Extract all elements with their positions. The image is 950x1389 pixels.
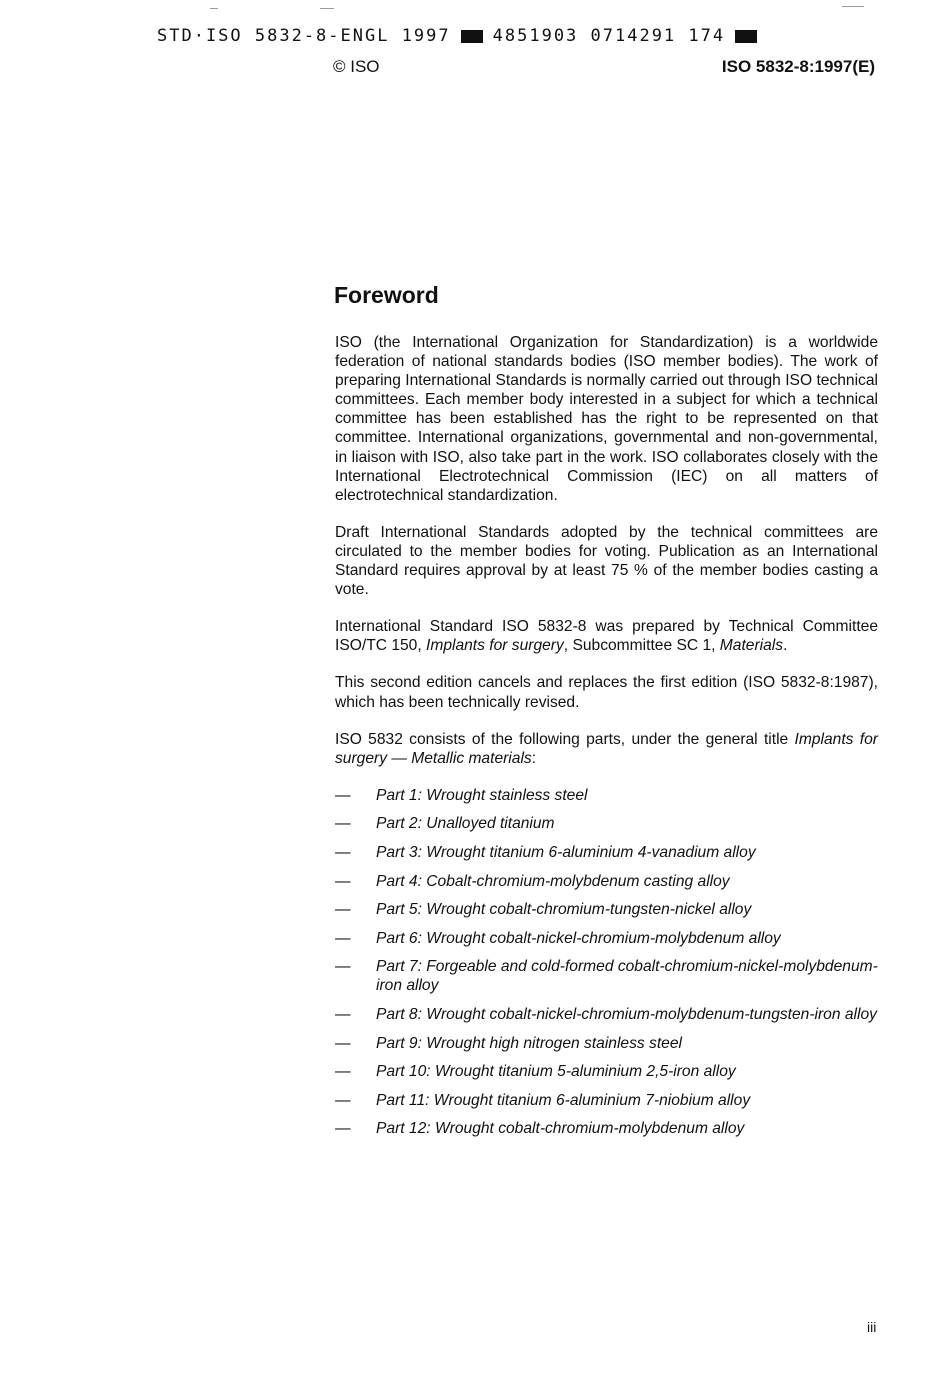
list-item xyxy=(335,929,878,948)
dash-bullet: — xyxy=(335,1091,351,1109)
dash-bullet: — xyxy=(335,1006,351,1024)
list-item-text: Part 11: Wrought titanium 6-aluminium 7-niobium alloy xyxy=(376,1091,751,1109)
dash-bullet: — xyxy=(335,1063,351,1081)
dash-bullet: — xyxy=(335,929,351,947)
list-item-text: Part 3: Wrought titanium 6-aluminium 4-vanadium alloy xyxy=(376,843,756,861)
dash-bullet: — xyxy=(335,843,351,861)
list-item xyxy=(335,814,878,833)
standard-number: ISO 5832-8:1997(E) xyxy=(721,57,875,76)
list-item xyxy=(335,1062,878,1081)
list-item-text: Part 6: Wrought cobalt-nickel-chromium-molybdenum alloy xyxy=(376,929,781,947)
list-item-text: Part 7: Forgeable and cold-formed cobalt-chromium-nickel-molybdenum-iron alloy xyxy=(376,958,878,995)
paragraph-text: ISO 5832 consists of the following parts, under the general title xyxy=(335,730,795,748)
catalog-stamp xyxy=(157,26,767,46)
list-item-text: Part 10: Wrought titanium 5-aluminium 2,5-iron alloy xyxy=(376,1063,736,1081)
paragraph-text: : xyxy=(531,749,537,767)
dash-bullet: — xyxy=(335,1120,351,1138)
dash-bullet: — xyxy=(335,872,351,890)
list-item-text: Part 5: Wrought cobalt-chromium-tungsten-nickel alloy xyxy=(376,901,752,919)
dash-bullet: — xyxy=(335,786,351,804)
page-number: iii xyxy=(867,1319,877,1335)
committee-title: Implants for surgery xyxy=(426,637,564,655)
list-item-text: Part 4: Cobalt-chromium-molybdenum casting alloy xyxy=(376,872,730,890)
list-item xyxy=(335,872,878,891)
list-item xyxy=(335,1005,878,1024)
list-item xyxy=(335,786,878,805)
stamp-block-mark xyxy=(735,30,757,43)
paragraph-text: . xyxy=(783,637,788,655)
list-item xyxy=(335,1091,878,1110)
scan-speck xyxy=(320,8,334,9)
list-item-text: Part 9: Wrought high nitrogen stainless steel xyxy=(376,1034,682,1052)
paragraph: Draft International Standards adopted by the technical committees are circulated to the member bodies for voting. Publication as an International Standard requires approval by at least 75 % of the member bodies casting a vote. xyxy=(335,523,878,599)
list-item xyxy=(335,957,878,995)
subcommittee-title: Materials xyxy=(719,637,784,655)
paragraph xyxy=(335,617,878,655)
stamp-block-mark xyxy=(461,30,483,43)
list-item xyxy=(335,900,878,919)
parts-list xyxy=(335,786,878,1139)
paragraph: ISO (the International Organization for Standardization) is a worldwide federation of national standards bodies (ISO member bodies). The work of preparing International Standards is normally carried out through ISO technical committees. Each member body interested in a subject for which a technical committee has been established has the right to be represented on that committee. International organizations, governmental and non-governmental, in liaison with ISO, also take part in the work. ISO collaborates closely with the International Electrotechnical Commission (IEC) on all matters of electrotechnical standardization. xyxy=(335,334,878,504)
paragraph: This second edition cancels and replaces the first edition (ISO 5832-8:1987), which has been technically revised. xyxy=(335,674,878,711)
dash-bullet: — xyxy=(335,958,351,976)
copyright-label: © ISO xyxy=(333,57,380,76)
list-item-text: Part 12: Wrought cobalt-chromium-molybdenum alloy xyxy=(376,1120,745,1138)
list-item-text: Part 8: Wrought cobalt-nickel-chromium-molybdenum-tungsten-iron alloy xyxy=(376,1006,877,1024)
dash-bullet: — xyxy=(335,1034,351,1052)
stamp-text: STD·ISO 5832-8-ENGL 1997 xyxy=(157,26,451,46)
scan-speck xyxy=(210,8,218,9)
list-item xyxy=(335,843,878,862)
dash-bullet: — xyxy=(335,901,351,919)
page-title: Foreword xyxy=(334,282,439,308)
foreword-body xyxy=(335,333,878,1148)
paragraph-text: International Standard ISO 5832-8 was prepared by Technical Committee ISO/TC 150, xyxy=(335,618,878,655)
scan-speck xyxy=(842,6,864,7)
list-item xyxy=(335,1119,878,1138)
paragraph-text: , Subcommittee SC 1, xyxy=(563,637,720,655)
list-item xyxy=(335,1034,878,1053)
list-item-text: Part 1: Wrought stainless steel xyxy=(376,786,588,804)
stamp-code: 4851903 0714291 174 xyxy=(492,26,726,46)
general-title: Implants for surgery — Metallic materials xyxy=(335,730,878,767)
list-item-text: Part 2: Unalloyed titanium xyxy=(376,815,555,833)
dash-bullet: — xyxy=(335,815,351,833)
paragraph xyxy=(335,730,878,768)
